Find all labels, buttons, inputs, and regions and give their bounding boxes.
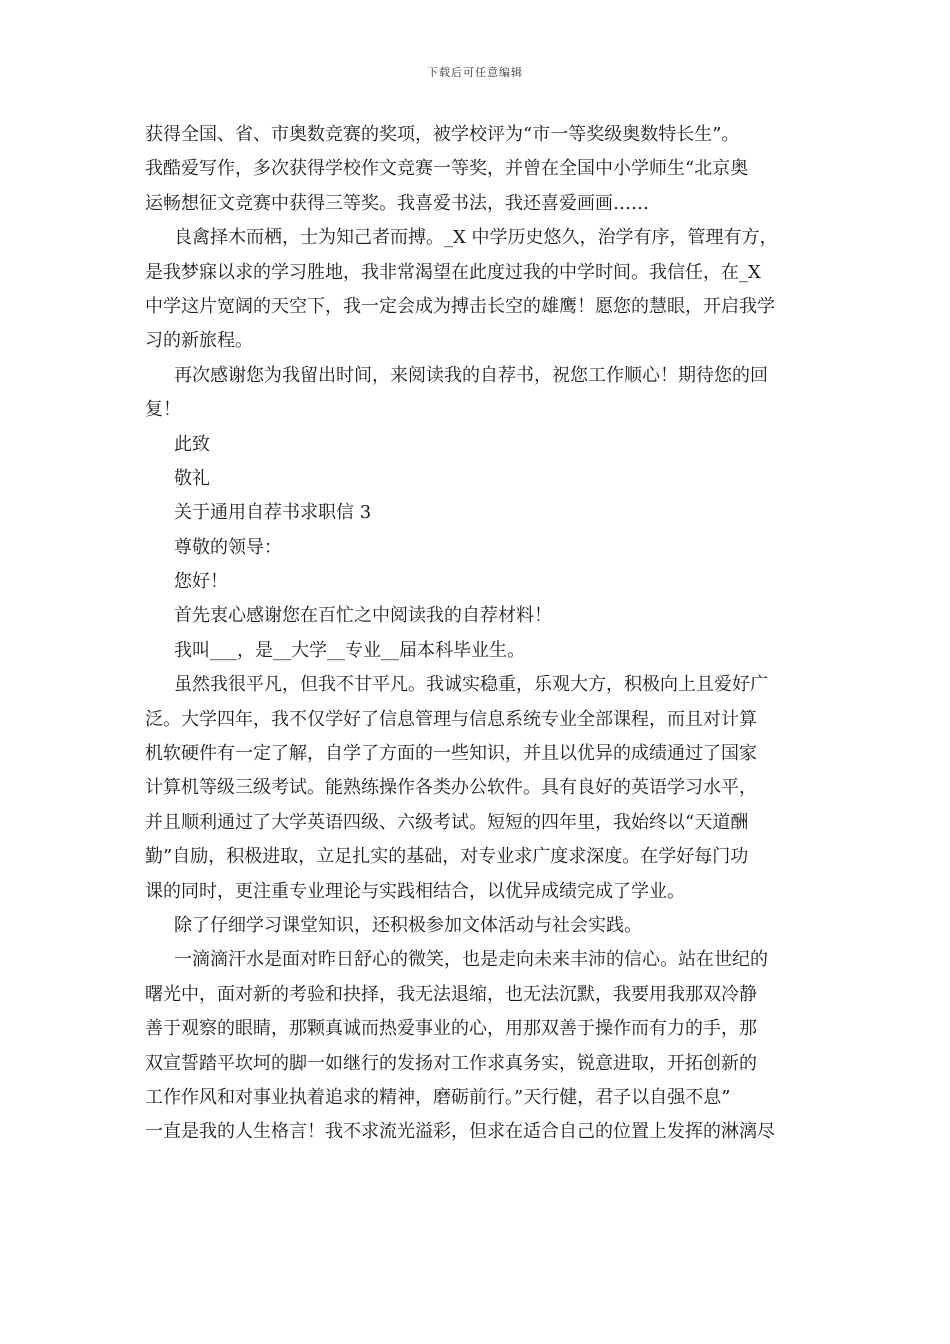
text-line: 运畅想征文竞赛中获得三等奖。我喜爱书法，我还喜爱画画…… <box>145 192 649 214</box>
text-line: 良禽择木而栖，士为知己者而搏。_X 中学历史悠久，治学有序，管理有方， <box>174 227 778 249</box>
text-line: 复！ <box>145 399 181 421</box>
text-line: 首先衷心感谢您在百忙之中阅读我的自荐材料！ <box>174 605 552 627</box>
text-line: 您好！ <box>174 571 228 593</box>
text-line: 双宣誓踏平坎坷的脚一如继行的发扬对工作求真务实，锐意进取，开拓创新的 <box>145 1052 757 1074</box>
text-line: 曙光中，面对新的考验和抉择，我无法退缩，也无法沉默，我要用我那双冷静 <box>145 983 757 1005</box>
text-line: 尊敬的领导： <box>174 536 282 558</box>
text-line: 中学这片宽阔的天空下，我一定会成为搏击长空的雄鹰！愿您的慧眼，开启我学 <box>145 295 775 317</box>
page-header-note: 下载后可任意编辑 <box>427 66 523 79</box>
text-line: 机软硬件有一定了解，自学了方面的一些知识，并且以优异的成绩通过了国家 <box>145 743 757 765</box>
text-line: 计算机等级三级考试。能熟练操作各类办公软件。具有良好的英语学习水平， <box>145 777 757 799</box>
text-line: 获得全国、省、市奥数竞赛的奖项，被学校评为“市一等奖级奥数特长生”。 <box>145 124 740 145</box>
text-line: 我酷爱写作，多次获得学校作文竞赛一等奖，并曾在全国中小学师生“北京奥 <box>145 158 749 180</box>
text-line: 善于观察的眼睛，那颗真诚而热爱事业的心，用那双善于操作而有力的手，那 <box>145 1018 757 1040</box>
text-line: 勤”自励，积极进取，立足扎实的基础，对专业求广度求深度。在学好每门功 <box>145 846 749 868</box>
text-line: 课的同时，更注重专业理论与实践相结合，以优异成绩完成了学业。 <box>145 880 685 902</box>
letter-body <box>145 118 805 1150</box>
text-line: 工作作风和对事业执着追求的精神，磨砺前行。”天行健，君子以自强不息” <box>145 1086 731 1108</box>
text-line: 是我梦寐以求的学习胜地，我非常渴望在此度过我的中学时间。我信任，在_X <box>145 261 761 283</box>
text-line: 再次感谢您为我留出时间，来阅读我的自荐书，祝您工作顺心！期待您的回 <box>174 364 768 386</box>
text-line: 泛。大学四年，我不仅学好了信息管理与信息系统专业全部课程，而且对计算 <box>145 708 757 730</box>
text-line: 除了仔细学习课堂知识，还积极参加文体活动与社会实践。 <box>174 914 642 936</box>
text-line: 一直是我的人生格言！我不求流光溢彩，但求在适合自己的位置上发挥的淋漓尽 <box>145 1121 775 1143</box>
text-line: 敬礼 <box>174 467 210 489</box>
text-line: 习的新旅程。 <box>145 330 253 352</box>
text-line: 虽然我很平凡，但我不甘平凡。我诚实稳重，乐观大方，积极向上且爱好广 <box>174 674 768 696</box>
text-line: 我叫___，是__大学__专业__届本科毕业生。 <box>174 639 525 661</box>
text-line: 并且顺利通过了大学英语四级、六级考试。短短的四年里，我始终以“天道酬 <box>145 811 749 833</box>
text-line: 关于通用自荐书求职信 3 <box>174 502 372 524</box>
text-line: 此致 <box>174 433 210 455</box>
text-line: 一滴滴汗水是面对昨日舒心的微笑，也是走向未来丰沛的信心。站在世纪的 <box>174 949 768 971</box>
